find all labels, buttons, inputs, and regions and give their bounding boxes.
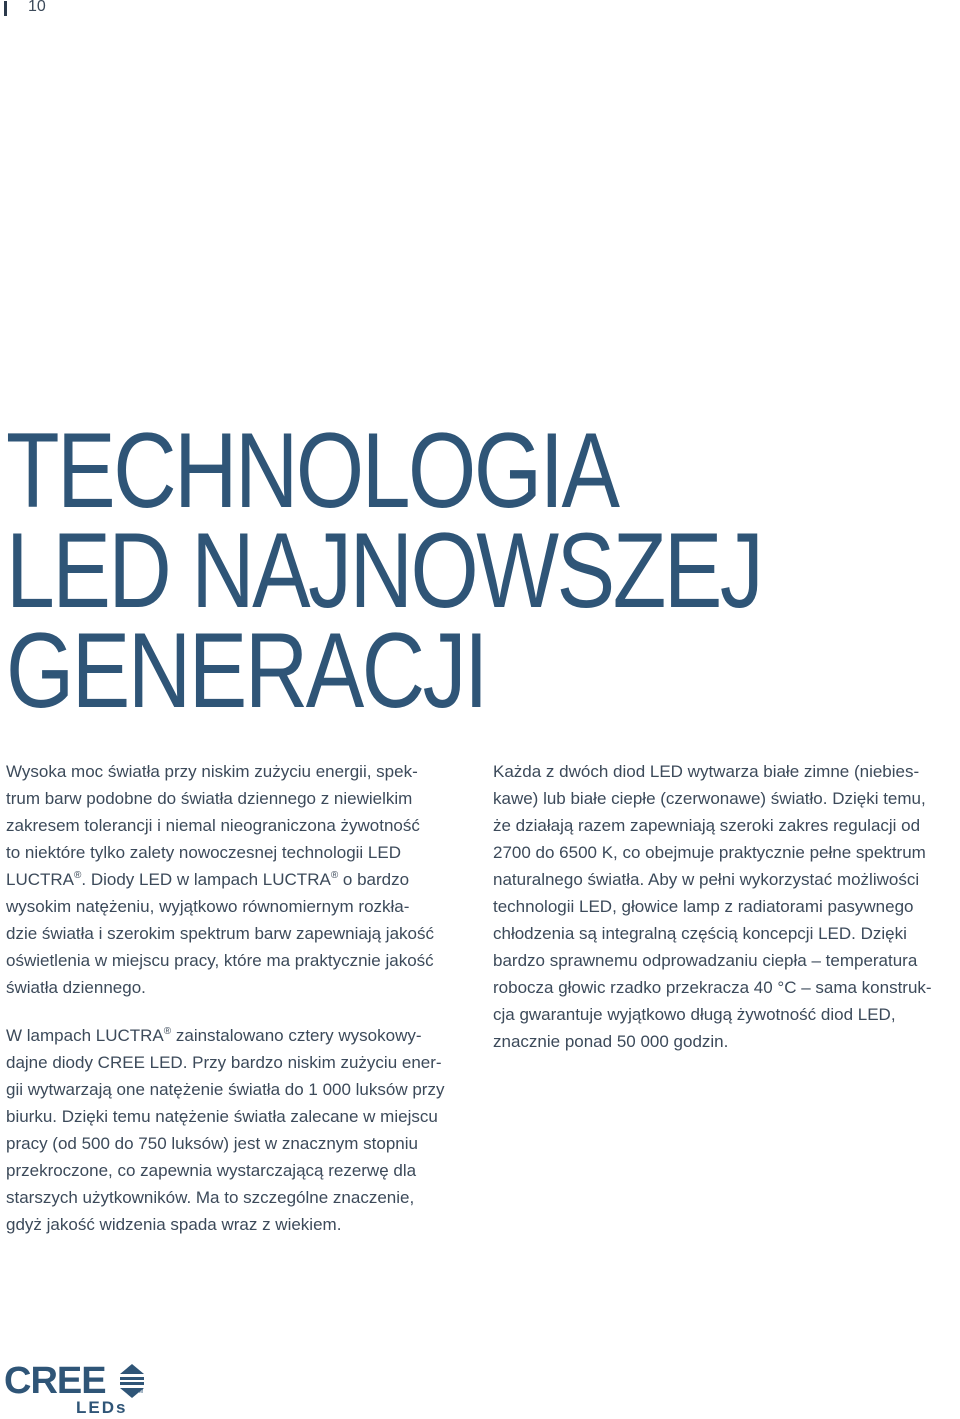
left-paragraph-1 [6,758,476,1001]
text-line: trum barw podobne do światła dziennego z niewielkim [6,789,413,808]
text-line: starszych użytkowników. Ma to szczególne znaczenie, [6,1188,415,1207]
text-line [6,1022,476,1049]
text-line: cja gwarantuje wyjątkowo długą żywotność diod LED, [493,1005,896,1024]
title-line-1: TECHNOLOGIA [6,410,618,530]
text-line: biurku. Dzięki temu natężenie światła zalecane w miejscu [6,1107,438,1126]
text-line: to niektóre tylko zalety nowoczesnej technologii LED [6,843,401,862]
title-line-2: LED NAJNOWSZEJ [6,510,762,630]
text-line: pracy (od 500 do 750 luksów) jest w znacznym stopniu [6,1134,418,1153]
page-number-bar [4,1,7,16]
registered-mark: ® [74,870,82,881]
logo-brand-text: CREE [4,1360,106,1402]
text-fragment: W lampach LUCTRA [6,1026,164,1045]
text-line: 2700 do 6500 K, co obejmuje praktycznie pełne spektrum [493,843,926,862]
text-line [6,866,476,893]
text-line: kawe) lub białe ciepłe (czerwonawe) światło. Dzięki temu, [493,789,926,808]
title-line-3: GENERACJI [6,610,487,730]
text-line: przekroczone, co zapewnia wystarczającą rezerwę dla [6,1161,417,1180]
text-line: Każda z dwóch diod LED wytwarza białe zimne (niebies- [493,762,920,781]
text-line: zakresem tolerancji i niemal nieograniczona żywotność [6,816,420,835]
text-line: bardzo sprawnemu odprowadzaniu ciepła – temperatura [493,951,918,970]
text-line: naturalnego światła. Aby w pełni wykorzystać możliwości [493,870,920,889]
registered-mark: ® [163,1026,172,1037]
page-title [6,410,762,730]
logo-tm-text: TM [136,1389,144,1395]
text-line: gdyż jakość widzenia spada wraz z wiekiem. [6,1215,342,1234]
cree-leds-logo [4,1360,144,1416]
text-line: technologii LED, głowice lamp z radiatorami pasywnego [493,897,914,916]
text-line: dajne diody CREE LED. Przy bardzo niskim zużyciu ener- [6,1053,442,1072]
text-line: gii wytwarzają one natężenie światła do 1 000 luksów przy [6,1080,445,1099]
text-line: Wysoka moc światła przy niskim zużyciu energii, spek- [6,762,418,781]
right-paragraph-1 [493,758,960,1055]
text-line: chłodzenia są integralną częścią koncepcji LED. Dzięki [493,924,907,943]
text-line: światła dziennego. [6,978,146,997]
text-line: wysokim natężeniu, wyjątkowo równomiernym rozkła- [6,897,410,916]
text-fragment: zainstalowano cztery wysokowy- [171,1026,422,1045]
right-column [493,758,960,1055]
text-fragment: LUCTRA [6,870,75,889]
text-fragment: o bardzo [338,870,410,889]
left-paragraph-2 [6,1022,476,1238]
text-line: dzie światła i szerokim spektrum barw zapewniają jakość [6,924,434,943]
logo-sub-text: LEDs [76,1398,128,1416]
left-column [6,758,476,1238]
registered-mark: ® [330,870,339,881]
text-line: znacznie ponad 50 000 godzin. [493,1032,729,1051]
text-fragment: . Diody LED w lampach LUCTRA [81,870,331,889]
page-number: 10 [28,0,46,15]
text-line: że działają razem zapewniają szeroki zakres regulacji od [493,816,921,835]
text-line: robocza głowic rzadko przekracza 40 °C – sama konstruk- [493,978,932,997]
text-line: oświetlenia w miejscu pracy, które ma praktycznie jakość [6,951,434,970]
